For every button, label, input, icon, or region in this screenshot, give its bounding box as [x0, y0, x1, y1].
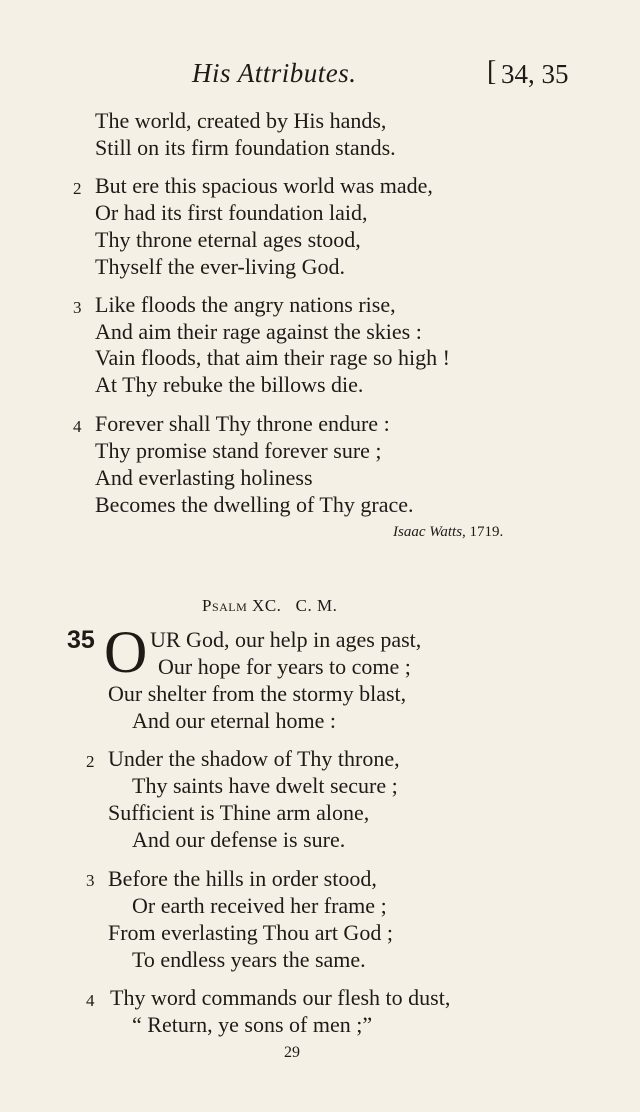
attribution-year: 1719. [469, 524, 504, 540]
hymn34-verse-3-number: 3 [73, 298, 82, 317]
hymn34-verse-4-line-4: Becomes the dwelling of Thy grace. [95, 492, 414, 517]
hymn35-verse-3-line-4: To endless years the same. [132, 947, 366, 972]
page-number: 29 [284, 1044, 300, 1061]
hymn35-verse-1-line-1: UR God, our help in ages past, [150, 627, 422, 652]
hymn35-verse-2-line-3: Sufficient is Thine arm alone, [108, 800, 370, 825]
hymn34-verse-2-line-1: But ere this spacious world was made, [95, 173, 433, 198]
running-header-title: His Attributes. [192, 58, 357, 88]
hymn34-verse-4-number: 4 [73, 417, 82, 436]
hymn34-verse-2-line-3: Thy throne eternal ages stood, [95, 227, 361, 252]
hymn35-number: 35 [67, 626, 95, 654]
hymn35-verse-2-number: 2 [86, 752, 95, 771]
hymn34-verse-3-line-1: Like floods the angry nations rise, [95, 292, 396, 317]
attribution-author: Isaac Watts, [393, 524, 466, 540]
hymn34-verse-4-line-1: Forever shall Thy throne endure : [95, 411, 390, 436]
hymn35-verse-3-line-3: From everlasting Thou art God ; [108, 920, 393, 945]
hymn35-verse-2-line-2: Thy saints have dwelt secure ; [132, 773, 398, 798]
heading-psalm-number-meter: XC. C. M. [247, 596, 338, 615]
header-bracket: [ [487, 56, 497, 87]
hymn34-verse-4-line-3: And everlasting holiness [95, 465, 313, 490]
hymn35-verse-3-line-2: Or earth received her frame ; [132, 893, 387, 918]
hymn34-verse-2-number: 2 [73, 179, 82, 198]
hymn35-verse-2-line-1: Under the shadow of Thy throne, [108, 746, 400, 771]
hymn35-heading [202, 596, 337, 616]
hymn34-verse-3-line-4: At Thy rebuke the billows die. [95, 372, 364, 397]
drop-cap-letter: O [104, 619, 148, 685]
hymn35-verse-4-line-2: “ Return, ye sons of men ;” [132, 1012, 373, 1037]
hymn34-verse-4-line-2: Thy promise stand forever sure ; [95, 438, 382, 463]
header-hymn-numbers: 34, 35 [501, 59, 569, 89]
hymn34-verse-3-line-2: And aim their rage against the skies : [95, 319, 422, 344]
hymn35-verse-2-line-4: And our defense is sure. [132, 827, 346, 852]
hymn34-attribution [393, 524, 503, 541]
hymn34-verse-2-line-2: Or had its first foundation laid, [95, 200, 368, 225]
hymn34-verse-3-line-3: Vain floods, that aim their rage so high ! [95, 345, 450, 370]
hymn35-verse-1-line-3: Our shelter from the stormy blast, [108, 681, 407, 706]
hymn34-opening-line-2: Still on its firm foundation stands. [95, 135, 396, 160]
hymn35-verse-4-line-1: Thy word commands our flesh to dust, [110, 985, 451, 1010]
hymn34-verse-2-line-4: Thyself the ever-living God. [95, 254, 346, 279]
hymn35-verse-1-line-4: And our eternal home : [132, 708, 337, 733]
hymn35-verse-1-line-2: Our hope for years to come ; [158, 654, 411, 679]
hymn35-verse-4-number: 4 [86, 991, 95, 1010]
hymn35-verse-3-number: 3 [86, 871, 95, 890]
hymn35-verse-3-line-1: Before the hills in order stood, [108, 866, 377, 891]
heading-psalm-word: Psalm [202, 596, 248, 615]
hymn34-opening-line-1: The world, created by His hands, [95, 108, 387, 133]
